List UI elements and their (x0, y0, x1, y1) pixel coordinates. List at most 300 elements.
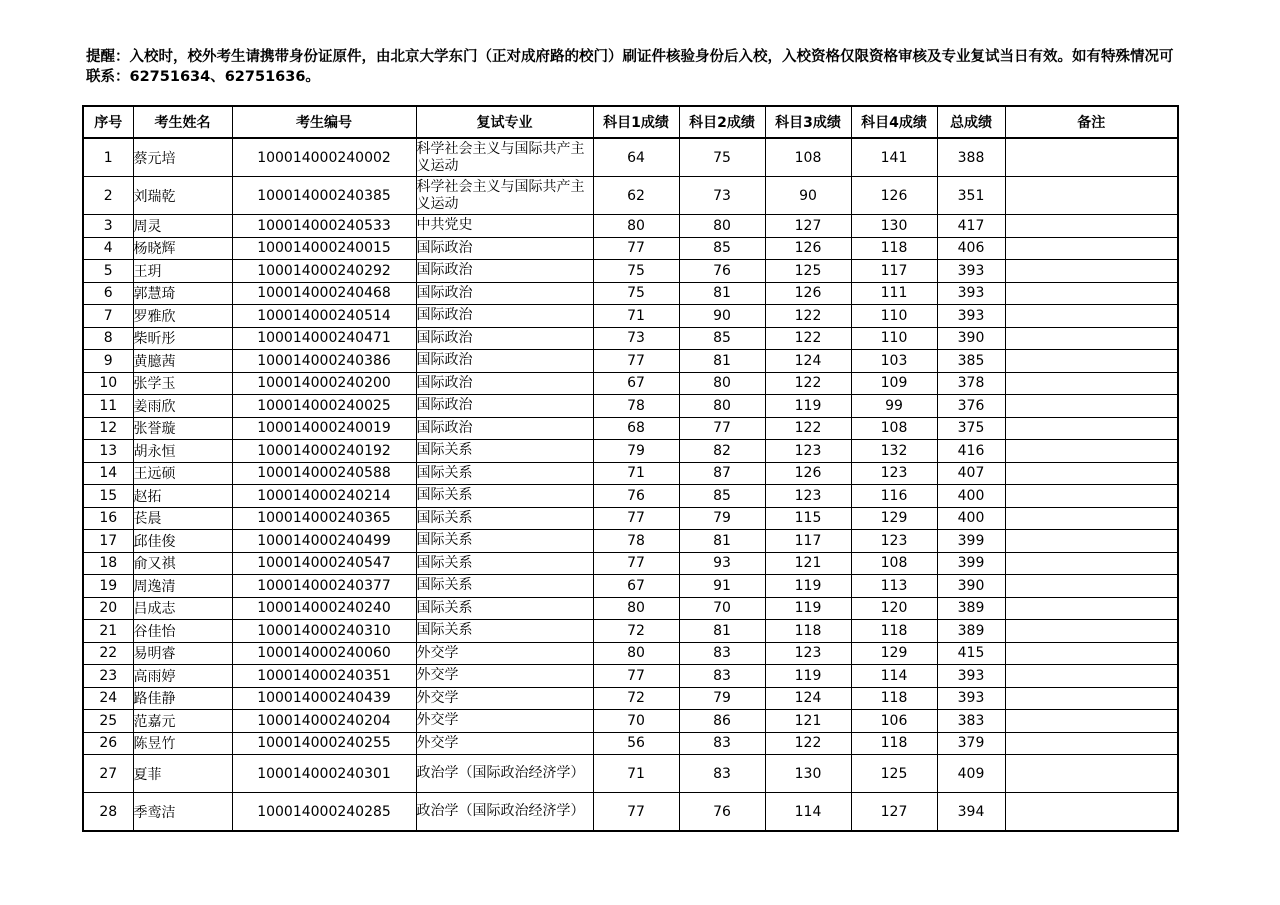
cell-major: 科学社会主义与国际共产主义运动 (416, 177, 593, 215)
cell-subject2: 76 (679, 260, 765, 283)
cell-notes (1005, 440, 1178, 463)
table-row (83, 417, 1178, 440)
cell-subject4: 106 (851, 710, 937, 733)
cell-id: 100014000240204 (232, 710, 416, 733)
cell-subject1: 64 (593, 138, 679, 177)
cell-total: 393 (937, 305, 1005, 328)
cell-subject1: 79 (593, 440, 679, 463)
cell-subject1: 75 (593, 282, 679, 305)
cell-major: 国际政治 (416, 260, 593, 283)
cell-seq: 12 (83, 417, 133, 440)
cell-subject2: 85 (679, 485, 765, 508)
cell-major: 国际关系 (416, 552, 593, 575)
header-subject1: 科目1成绩 (593, 106, 679, 138)
cell-name: 张誉璇 (133, 417, 232, 440)
cell-subject4: 109 (851, 372, 937, 395)
header-subject3: 科目3成绩 (765, 106, 851, 138)
cell-major: 国际关系 (416, 462, 593, 485)
cell-id: 100014000240310 (232, 620, 416, 643)
cell-name: 苌晨 (133, 507, 232, 530)
cell-name: 胡永恒 (133, 440, 232, 463)
cell-total: 389 (937, 620, 1005, 643)
table-row (83, 575, 1178, 598)
table-row (83, 665, 1178, 688)
cell-seq: 25 (83, 710, 133, 733)
cell-id: 100014000240547 (232, 552, 416, 575)
table-row (83, 177, 1178, 215)
cell-notes (1005, 282, 1178, 305)
cell-subject4: 123 (851, 462, 937, 485)
cell-name: 吕成志 (133, 597, 232, 620)
table-row (83, 395, 1178, 418)
cell-notes (1005, 462, 1178, 485)
table-row (83, 620, 1178, 643)
cell-id: 100014000240533 (232, 215, 416, 238)
header-seq: 序号 (83, 106, 133, 138)
cell-subject1: 77 (593, 552, 679, 575)
cell-subject2: 79 (679, 507, 765, 530)
cell-notes (1005, 485, 1178, 508)
cell-subject3: 118 (765, 620, 851, 643)
cell-subject4: 129 (851, 642, 937, 665)
cell-subject4: 110 (851, 327, 937, 350)
cell-major: 外交学 (416, 642, 593, 665)
cell-total: 409 (937, 755, 1005, 793)
cell-notes (1005, 755, 1178, 793)
cell-subject2: 80 (679, 395, 765, 418)
cell-subject2: 81 (679, 350, 765, 373)
cell-seq: 2 (83, 177, 133, 215)
cell-name: 蔡元培 (133, 138, 232, 177)
cell-id: 100014000240377 (232, 575, 416, 598)
cell-major: 国际政治 (416, 417, 593, 440)
cell-id: 100014000240025 (232, 395, 416, 418)
cell-subject3: 122 (765, 732, 851, 755)
cell-subject3: 119 (765, 597, 851, 620)
cell-subject2: 85 (679, 237, 765, 260)
table-row (83, 372, 1178, 395)
cell-seq: 5 (83, 260, 133, 283)
cell-name: 陈昱竹 (133, 732, 232, 755)
cell-notes (1005, 215, 1178, 238)
cell-subject3: 121 (765, 710, 851, 733)
cell-major: 外交学 (416, 732, 593, 755)
cell-subject4: 103 (851, 350, 937, 373)
cell-id: 100014000240214 (232, 485, 416, 508)
cell-name: 夏菲 (133, 755, 232, 793)
cell-name: 路佳静 (133, 687, 232, 710)
cell-subject3: 108 (765, 138, 851, 177)
cell-subject2: 87 (679, 462, 765, 485)
cell-subject3: 119 (765, 575, 851, 598)
cell-total: 394 (937, 793, 1005, 832)
cell-subject3: 124 (765, 350, 851, 373)
cell-id: 100014000240019 (232, 417, 416, 440)
cell-subject1: 72 (593, 687, 679, 710)
table-row (83, 327, 1178, 350)
cell-subject4: 132 (851, 440, 937, 463)
cell-notes (1005, 575, 1178, 598)
cell-subject4: 113 (851, 575, 937, 598)
cell-subject3: 90 (765, 177, 851, 215)
cell-subject3: 121 (765, 552, 851, 575)
cell-subject2: 83 (679, 732, 765, 755)
cell-notes (1005, 665, 1178, 688)
cell-major: 政治学（国际政治经济学） (416, 755, 593, 793)
cell-notes (1005, 687, 1178, 710)
cell-total: 393 (937, 687, 1005, 710)
table-row (83, 305, 1178, 328)
cell-notes (1005, 260, 1178, 283)
cell-total: 389 (937, 597, 1005, 620)
cell-seq: 24 (83, 687, 133, 710)
cell-total: 376 (937, 395, 1005, 418)
cell-total: 393 (937, 665, 1005, 688)
cell-subject3: 126 (765, 282, 851, 305)
cell-seq: 4 (83, 237, 133, 260)
cell-subject2: 90 (679, 305, 765, 328)
header-name: 考生姓名 (133, 106, 232, 138)
cell-id: 100014000240285 (232, 793, 416, 832)
cell-subject3: 114 (765, 793, 851, 832)
cell-subject1: 62 (593, 177, 679, 215)
cell-subject3: 125 (765, 260, 851, 283)
cell-notes (1005, 327, 1178, 350)
cell-id: 100014000240240 (232, 597, 416, 620)
cell-major: 外交学 (416, 710, 593, 733)
cell-seq: 26 (83, 732, 133, 755)
cell-major: 国际政治 (416, 282, 593, 305)
cell-major: 国际政治 (416, 305, 593, 328)
cell-total: 351 (937, 177, 1005, 215)
cell-notes (1005, 620, 1178, 643)
cell-subject1: 68 (593, 417, 679, 440)
cell-notes (1005, 350, 1178, 373)
table-row (83, 732, 1178, 755)
cell-subject1: 77 (593, 350, 679, 373)
header-subject2: 科目2成绩 (679, 106, 765, 138)
cell-subject2: 81 (679, 620, 765, 643)
cell-id: 100014000240015 (232, 237, 416, 260)
header-notes: 备注 (1005, 106, 1178, 138)
table-row (83, 793, 1178, 832)
cell-total: 417 (937, 215, 1005, 238)
cell-subject4: 126 (851, 177, 937, 215)
cell-subject4: 130 (851, 215, 937, 238)
cell-subject1: 76 (593, 485, 679, 508)
cell-notes (1005, 597, 1178, 620)
cell-subject2: 83 (679, 665, 765, 688)
cell-name: 王远硕 (133, 462, 232, 485)
header-major: 复试专业 (416, 106, 593, 138)
cell-name: 刘瑞乾 (133, 177, 232, 215)
cell-seq: 11 (83, 395, 133, 418)
cell-id: 100014000240002 (232, 138, 416, 177)
cell-seq: 28 (83, 793, 133, 832)
cell-id: 100014000240351 (232, 665, 416, 688)
cell-seq: 22 (83, 642, 133, 665)
table-row (83, 642, 1178, 665)
table-row (83, 138, 1178, 177)
cell-subject4: 108 (851, 417, 937, 440)
cell-notes (1005, 237, 1178, 260)
cell-major: 国际关系 (416, 440, 593, 463)
cell-notes (1005, 395, 1178, 418)
cell-major: 国际关系 (416, 620, 593, 643)
cell-subject2: 81 (679, 530, 765, 553)
cell-notes (1005, 138, 1178, 177)
cell-name: 杨晓辉 (133, 237, 232, 260)
cell-seq: 7 (83, 305, 133, 328)
cell-subject4: 114 (851, 665, 937, 688)
table-row (83, 350, 1178, 373)
cell-id: 100014000240060 (232, 642, 416, 665)
cell-subject1: 67 (593, 372, 679, 395)
cell-total: 390 (937, 575, 1005, 598)
table-row (83, 462, 1178, 485)
cell-seq: 13 (83, 440, 133, 463)
cell-notes (1005, 793, 1178, 832)
cell-subject1: 77 (593, 507, 679, 530)
cell-subject4: 116 (851, 485, 937, 508)
cell-name: 郭慧琦 (133, 282, 232, 305)
cell-subject2: 93 (679, 552, 765, 575)
cell-total: 400 (937, 485, 1005, 508)
cell-subject2: 77 (679, 417, 765, 440)
cell-subject1: 75 (593, 260, 679, 283)
cell-notes (1005, 642, 1178, 665)
cell-total: 406 (937, 237, 1005, 260)
table-row (83, 260, 1178, 283)
cell-subject1: 71 (593, 305, 679, 328)
cell-subject3: 115 (765, 507, 851, 530)
cell-name: 柴昕彤 (133, 327, 232, 350)
header-id: 考生编号 (232, 106, 416, 138)
cell-subject4: 123 (851, 530, 937, 553)
cell-subject1: 77 (593, 793, 679, 832)
cell-total: 399 (937, 530, 1005, 553)
cell-major: 国际关系 (416, 575, 593, 598)
cell-seq: 15 (83, 485, 133, 508)
cell-seq: 18 (83, 552, 133, 575)
cell-subject3: 122 (765, 305, 851, 328)
cell-major: 政治学（国际政治经济学） (416, 793, 593, 832)
cell-subject1: 67 (593, 575, 679, 598)
cell-subject3: 126 (765, 462, 851, 485)
cell-seq: 19 (83, 575, 133, 598)
cell-subject1: 80 (593, 215, 679, 238)
cell-subject4: 141 (851, 138, 937, 177)
cell-subject4: 117 (851, 260, 937, 283)
cell-subject1: 80 (593, 642, 679, 665)
cell-subject4: 120 (851, 597, 937, 620)
cell-name: 范嘉元 (133, 710, 232, 733)
cell-subject4: 111 (851, 282, 937, 305)
cell-total: 416 (937, 440, 1005, 463)
cell-subject2: 70 (679, 597, 765, 620)
cell-subject3: 124 (765, 687, 851, 710)
table-header-row (83, 106, 1178, 138)
table-row (83, 755, 1178, 793)
table-row (83, 215, 1178, 238)
cell-subject1: 73 (593, 327, 679, 350)
cell-name: 张学玉 (133, 372, 232, 395)
cell-major: 国际政治 (416, 372, 593, 395)
table-row (83, 710, 1178, 733)
cell-id: 100014000240471 (232, 327, 416, 350)
cell-seq: 6 (83, 282, 133, 305)
cell-subject2: 75 (679, 138, 765, 177)
cell-subject2: 76 (679, 793, 765, 832)
cell-id: 100014000240292 (232, 260, 416, 283)
cell-seq: 3 (83, 215, 133, 238)
cell-subject3: 119 (765, 395, 851, 418)
cell-name: 罗雅欣 (133, 305, 232, 328)
cell-id: 100014000240192 (232, 440, 416, 463)
cell-subject3: 130 (765, 755, 851, 793)
cell-subject1: 78 (593, 395, 679, 418)
cell-name: 俞又祺 (133, 552, 232, 575)
notice-text: 提醒：入校时，校外考生请携带身份证原件，由北京大学东门（正对成府路的校门）刷证件核验身份后入校，入校资格仅限资格审核及专业复试当日有效。如有特殊情况可联系：62751634、62751636。 (86, 49, 1174, 85)
cell-subject2: 85 (679, 327, 765, 350)
cell-name: 高雨婷 (133, 665, 232, 688)
table-row (83, 687, 1178, 710)
cell-subject2: 79 (679, 687, 765, 710)
table-row (83, 530, 1178, 553)
cell-major: 国际政治 (416, 237, 593, 260)
cell-name: 赵拓 (133, 485, 232, 508)
cell-id: 100014000240365 (232, 507, 416, 530)
cell-notes (1005, 507, 1178, 530)
cell-id: 100014000240588 (232, 462, 416, 485)
cell-major: 国际关系 (416, 485, 593, 508)
cell-seq: 20 (83, 597, 133, 620)
cell-total: 390 (937, 327, 1005, 350)
cell-subject1: 80 (593, 597, 679, 620)
cell-subject2: 80 (679, 372, 765, 395)
cell-subject3: 123 (765, 642, 851, 665)
cell-seq: 1 (83, 138, 133, 177)
cell-seq: 23 (83, 665, 133, 688)
cell-subject2: 86 (679, 710, 765, 733)
cell-subject3: 117 (765, 530, 851, 553)
cell-subject1: 72 (593, 620, 679, 643)
cell-subject2: 81 (679, 282, 765, 305)
cell-seq: 9 (83, 350, 133, 373)
cell-major: 外交学 (416, 665, 593, 688)
cell-total: 407 (937, 462, 1005, 485)
cell-notes (1005, 530, 1178, 553)
cell-total: 378 (937, 372, 1005, 395)
cell-subject1: 77 (593, 665, 679, 688)
cell-id: 100014000240499 (232, 530, 416, 553)
cell-subject4: 110 (851, 305, 937, 328)
cell-subject4: 118 (851, 687, 937, 710)
cell-id: 100014000240514 (232, 305, 416, 328)
cell-major: 科学社会主义与国际共产主义运动 (416, 138, 593, 177)
cell-seq: 16 (83, 507, 133, 530)
cell-major: 外交学 (416, 687, 593, 710)
cell-major: 国际关系 (416, 507, 593, 530)
cell-name: 易明睿 (133, 642, 232, 665)
cell-total: 400 (937, 507, 1005, 530)
cell-seq: 10 (83, 372, 133, 395)
cell-subject4: 118 (851, 237, 937, 260)
cell-subject4: 118 (851, 732, 937, 755)
cell-total: 375 (937, 417, 1005, 440)
cell-subject1: 71 (593, 462, 679, 485)
cell-notes (1005, 710, 1178, 733)
cell-subject1: 56 (593, 732, 679, 755)
cell-subject1: 78 (593, 530, 679, 553)
cell-seq: 21 (83, 620, 133, 643)
header-total: 总成绩 (937, 106, 1005, 138)
cell-name: 黄臆茜 (133, 350, 232, 373)
cell-id: 100014000240255 (232, 732, 416, 755)
table-row (83, 507, 1178, 530)
cell-subject1: 70 (593, 710, 679, 733)
cell-id: 100014000240386 (232, 350, 416, 373)
cell-subject3: 126 (765, 237, 851, 260)
cell-subject4: 125 (851, 755, 937, 793)
cell-seq: 8 (83, 327, 133, 350)
cell-id: 100014000240385 (232, 177, 416, 215)
cell-total: 393 (937, 282, 1005, 305)
cell-name: 周灵 (133, 215, 232, 238)
cell-subject4: 129 (851, 507, 937, 530)
cell-notes (1005, 732, 1178, 755)
cell-id: 100014000240468 (232, 282, 416, 305)
cell-notes (1005, 417, 1178, 440)
cell-major: 国际关系 (416, 530, 593, 553)
cell-subject2: 80 (679, 215, 765, 238)
cell-major: 国际政治 (416, 395, 593, 418)
cell-subject3: 122 (765, 372, 851, 395)
cell-subject1: 77 (593, 237, 679, 260)
cell-subject2: 83 (679, 755, 765, 793)
cell-notes (1005, 552, 1178, 575)
cell-name: 谷佳怡 (133, 620, 232, 643)
cell-name: 姜雨欣 (133, 395, 232, 418)
cell-subject4: 108 (851, 552, 937, 575)
table-row (83, 282, 1178, 305)
table-row (83, 237, 1178, 260)
cell-total: 399 (937, 552, 1005, 575)
cell-notes (1005, 305, 1178, 328)
cell-subject3: 123 (765, 440, 851, 463)
cell-subject2: 91 (679, 575, 765, 598)
cell-id: 100014000240439 (232, 687, 416, 710)
cell-id: 100014000240200 (232, 372, 416, 395)
cell-major: 国际关系 (416, 597, 593, 620)
cell-major: 国际政治 (416, 350, 593, 373)
cell-name: 邱佳俊 (133, 530, 232, 553)
cell-major: 国际政治 (416, 327, 593, 350)
cell-total: 415 (937, 642, 1005, 665)
table-row (83, 552, 1178, 575)
cell-subject3: 122 (765, 417, 851, 440)
cell-total: 379 (937, 732, 1005, 755)
cell-notes (1005, 177, 1178, 215)
cell-subject1: 71 (593, 755, 679, 793)
cell-name: 季鸾洁 (133, 793, 232, 832)
cell-subject2: 82 (679, 440, 765, 463)
cell-seq: 14 (83, 462, 133, 485)
cell-notes (1005, 372, 1178, 395)
cell-total: 383 (937, 710, 1005, 733)
cell-seq: 17 (83, 530, 133, 553)
cell-total: 393 (937, 260, 1005, 283)
